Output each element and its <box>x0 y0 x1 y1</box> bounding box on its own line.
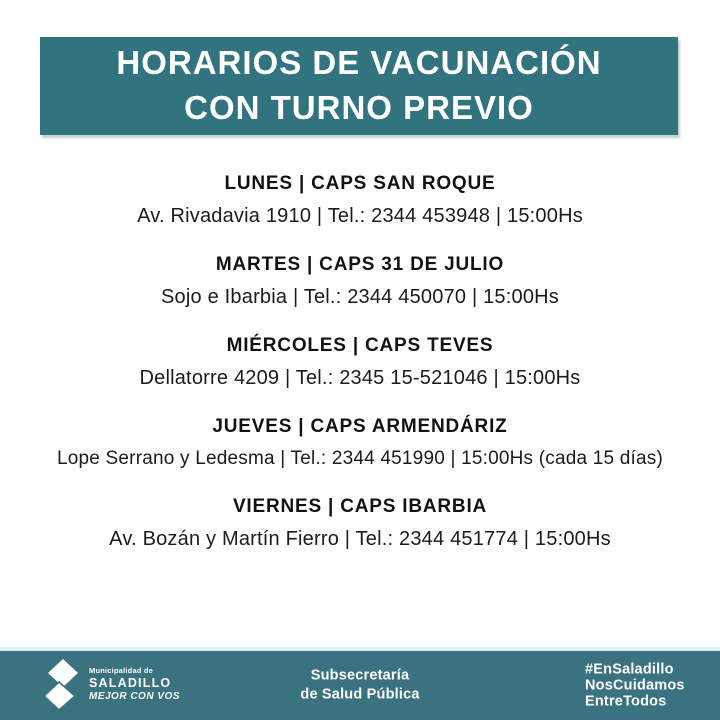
saladillo-diamonds-icon <box>42 659 82 711</box>
header-title-line2: CON TURNO PREVIO <box>184 89 534 126</box>
header-title-line1: HORARIOS DE VACUNACIÓN <box>116 44 602 82</box>
schedule-entry-miercoles <box>0 335 720 390</box>
logo-city-name: SALADILLO <box>89 675 172 690</box>
entry-day-title: VIERNES | CAPS IBARBIA <box>232 496 488 517</box>
entry-detail: Dellatorre 4209 | Tel.: 2345 15-521046 | 15:00Hs <box>139 367 581 389</box>
logo-municipality-text: Municipalidad de <box>89 666 154 676</box>
entry-day-title: LUNES | CAPS SAN ROQUE <box>224 173 496 194</box>
subsecretaria-label <box>300 666 419 705</box>
entry-detail: Lope Serrano y Ledesma | Tel.: 2344 451990 | 15:00Hs (cada 15 días) <box>57 448 663 469</box>
entry-detail: Av. Rivadavia 1910 | Tel.: 2344 453948 | 15:00Hs <box>137 205 583 227</box>
schedule-entry-viernes <box>0 496 720 551</box>
subsecretaria-line2: de Salud Pública <box>300 686 420 703</box>
footer-bar <box>0 651 720 720</box>
schedule-entry-lunes <box>0 173 720 228</box>
schedule-entry-martes <box>0 254 720 309</box>
hashtag-line2: NosCuidamos <box>585 677 685 694</box>
entry-day-title: MIÉRCOLES | CAPS TEVES <box>226 335 494 356</box>
logo-text <box>89 667 180 703</box>
entry-day-title: JUEVES | CAPS ARMENDÁRIZ <box>212 416 508 437</box>
municipality-logo <box>42 659 180 711</box>
hashtag-line1: #EnSaladillo <box>585 661 674 678</box>
schedule-entry-jueves <box>0 416 720 470</box>
subsecretaria-line1: Subsecretaría <box>310 666 410 683</box>
logo-slogan: MEJOR CON VOS <box>89 691 180 703</box>
entry-detail: Sojo e Ibarbia | Tel.: 2344 450070 | 15:00Hs <box>161 286 559 308</box>
hashtag-line3: EntreTodos <box>585 693 667 710</box>
schedule-list <box>0 173 720 551</box>
hashtag-block <box>585 661 685 710</box>
entry-detail: Av. Bozán y Martín Fierro | Tel.: 2344 451774 | 15:00Hs <box>109 528 611 550</box>
entry-day-title: MARTES | CAPS 31 DE JULIO <box>215 254 505 275</box>
header-banner <box>40 37 678 135</box>
